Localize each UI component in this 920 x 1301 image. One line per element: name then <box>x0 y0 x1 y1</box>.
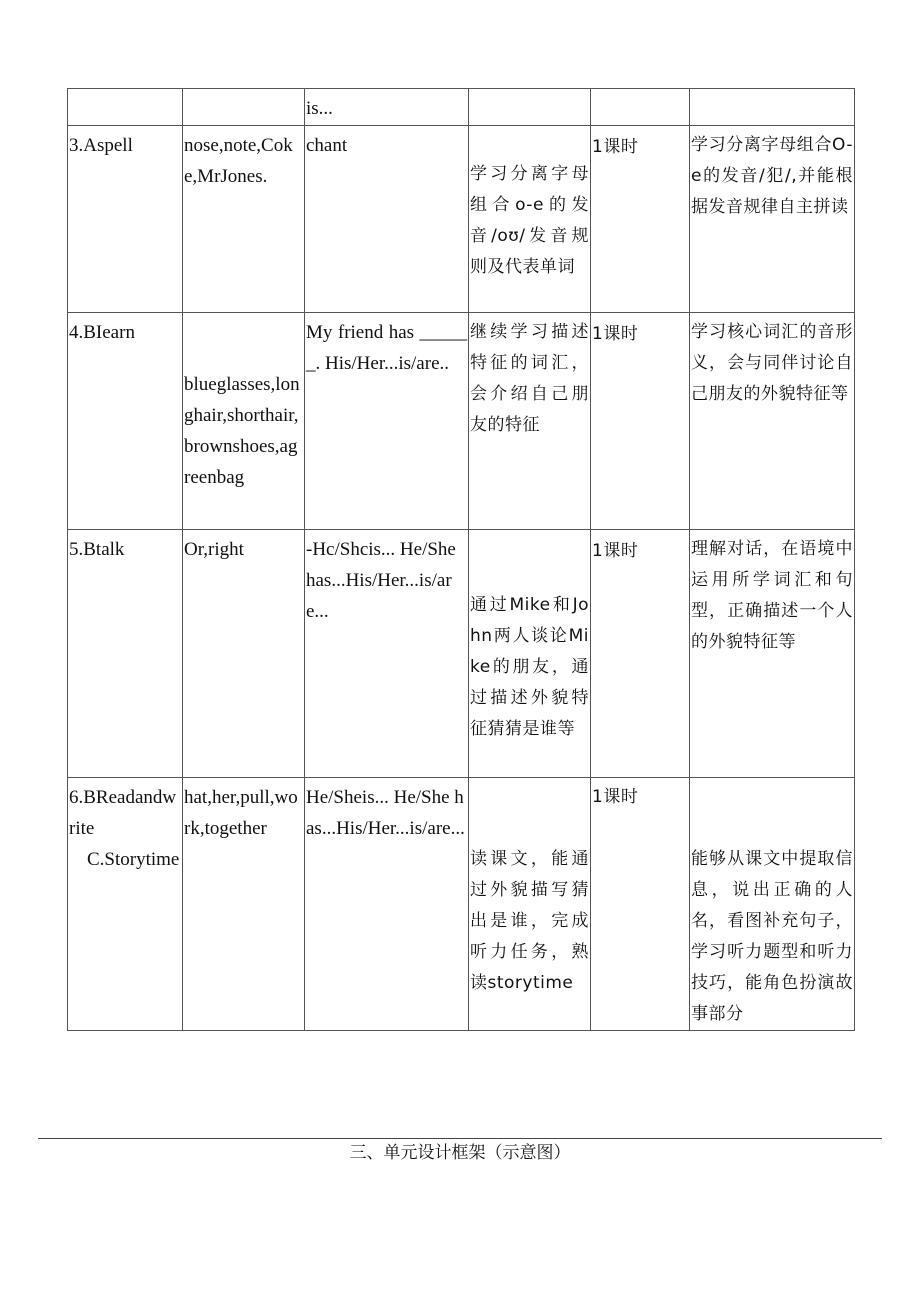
sentences-text: -Hc/Shcis... He/She has...His/Her...is/are... <box>306 539 456 622</box>
table-row <box>68 126 855 313</box>
objective-text: 学习核心词汇的音形义，会与同伴讨论自己朋友的外貌特征等 <box>691 322 853 404</box>
table-row <box>68 778 855 1031</box>
sentences-text: is... <box>306 98 333 119</box>
objective-text: 学习分离字母组合O-e的发音/犯/,并能根据发音规律自主拼读 <box>691 135 853 217</box>
goal-cell <box>469 126 591 313</box>
objective-cell <box>690 313 855 530</box>
hours-text: 1课时 <box>592 541 639 561</box>
sentences-cell <box>305 126 469 313</box>
words-text: Or,right <box>184 539 244 560</box>
goal-cell <box>469 530 591 778</box>
hours-cell <box>591 530 690 778</box>
lesson-cell <box>68 89 183 126</box>
words-text: hat,her,pull,work,together <box>184 787 298 839</box>
objective-cell <box>690 126 855 313</box>
goal-text: 通过Mike和John两人谈论Mike的朋友，通过描述外貌特征猜猜是谁等 <box>470 595 589 739</box>
goal-text: 学习分离字母组合o-e的发音/oʊ/发音规则及代表单词 <box>470 164 589 277</box>
objective-text: 理解对话，在语境中运用所学词汇和句型，正确描述一个人的外貌特征等 <box>691 539 853 652</box>
hours-cell <box>591 89 690 126</box>
hours-cell <box>591 778 690 1031</box>
words-cell <box>183 313 305 530</box>
hours-text: 1课时 <box>592 137 639 157</box>
words-text: blueglasses,longhair,shorthair,brownshoes,agreenbag <box>184 374 300 488</box>
sentences-cell <box>305 778 469 1031</box>
sentences-text: My friend has ______. His/Her...is/are.. <box>306 322 467 374</box>
lesson-cell <box>68 530 183 778</box>
objective-text: 能够从课文中提取信息，说出正确的人名，看图补充句子，学习听力题型和听力技巧，能角色扮演故事部分 <box>691 849 853 1024</box>
hours-text: 1课时 <box>592 787 639 807</box>
objective-cell <box>690 778 855 1031</box>
sentences-text: He/Sheis... He/She has...His/Her...is/are... <box>306 787 465 839</box>
lesson-text: 5.Btalk <box>69 539 125 560</box>
lesson-plan-table <box>67 88 855 1031</box>
goal-text: 读课文，能通过外貌描写猜出是谁，完成听力任务，熟读storytime <box>470 849 589 993</box>
table-row <box>68 89 855 126</box>
hours-text: 1课时 <box>592 324 639 344</box>
table-row <box>68 313 855 530</box>
lesson-text: 4.BIearn <box>69 322 135 343</box>
table-row <box>68 530 855 778</box>
lesson-text: 6.BReadandwrite C.Storytime <box>69 787 180 870</box>
lesson-text: 3.Aspell <box>69 135 133 156</box>
hours-cell <box>591 313 690 530</box>
goal-cell <box>469 778 591 1031</box>
section-divider <box>38 1138 882 1139</box>
lesson-cell <box>68 778 183 1031</box>
lesson-cell <box>68 126 183 313</box>
words-cell <box>183 778 305 1031</box>
sentences-cell <box>305 89 469 126</box>
sentences-text: chant <box>306 135 348 156</box>
goal-cell <box>469 89 591 126</box>
words-text: nose,note,Coke,MrJones. <box>184 135 293 187</box>
section-title: 三、单元设计框架（示意图） <box>349 1143 571 1163</box>
goal-text: 继续学习描述特征的词汇，会介绍自己朋友的特征 <box>470 322 589 435</box>
words-cell <box>183 89 305 126</box>
lesson-cell <box>68 313 183 530</box>
sentences-cell <box>305 530 469 778</box>
hours-cell <box>591 126 690 313</box>
words-cell <box>183 530 305 778</box>
words-cell <box>183 126 305 313</box>
sentences-cell <box>305 313 469 530</box>
goal-cell <box>469 313 591 530</box>
objective-cell <box>690 89 855 126</box>
objective-cell <box>690 530 855 778</box>
